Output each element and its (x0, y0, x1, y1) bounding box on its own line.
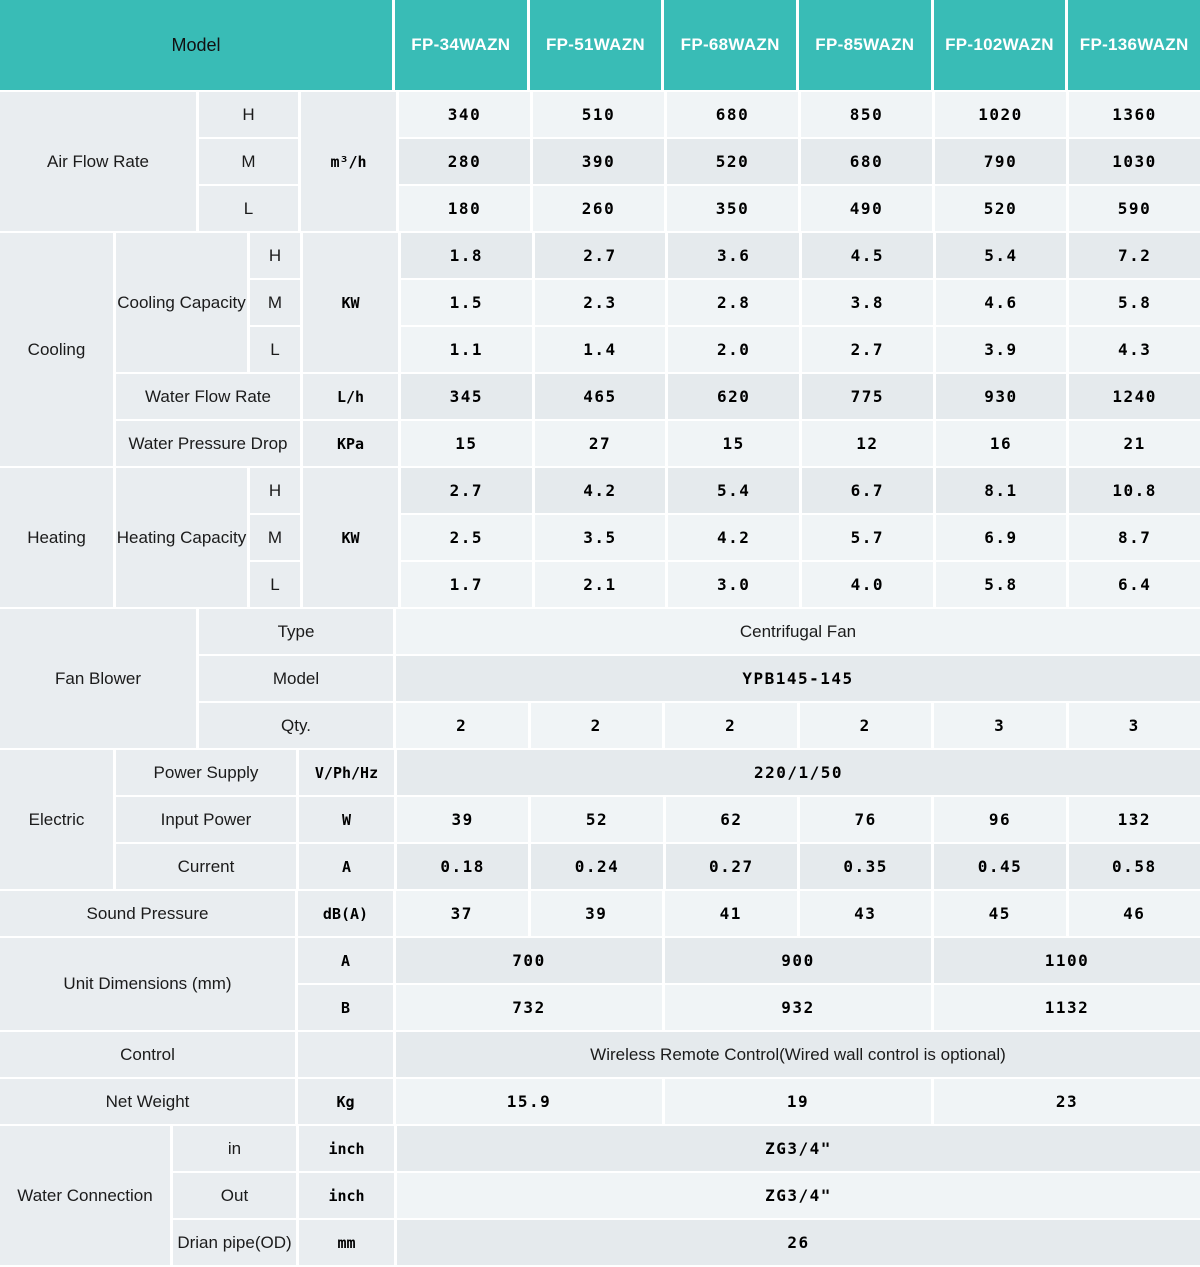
value-cell: 680 (667, 92, 798, 137)
current-label: Current (116, 844, 296, 889)
value-cell: 2.7 (401, 468, 532, 513)
section-electric (0, 750, 1200, 889)
value-cell: 1.8 (401, 233, 532, 278)
value-cell: 21 (1069, 421, 1200, 466)
unit-cell: KPa (303, 421, 398, 466)
model-header-cell: FP-68WAZN (664, 0, 796, 90)
value-cell: 8.1 (936, 468, 1067, 513)
value-cell: 490 (801, 186, 932, 231)
value-cell: 15 (401, 421, 532, 466)
model-header-cell: FP-51WAZN (530, 0, 662, 90)
value-cell: 1360 (1069, 92, 1200, 137)
value-cell: 280 (399, 139, 530, 184)
section-fan-blower (0, 609, 1200, 748)
value-cell: 15 (668, 421, 799, 466)
fan-type-value: Centrifugal Fan (396, 609, 1200, 654)
value-cell: 732 (396, 985, 662, 1030)
unit-cell: Kg (298, 1079, 393, 1124)
value-cell: 3 (934, 703, 1066, 748)
level-label-l: L (250, 562, 300, 607)
value-cell: 6.7 (802, 468, 933, 513)
unit-cell: KW (303, 233, 398, 372)
value-cell: 19 (665, 1079, 931, 1124)
value-cell: 15.9 (396, 1079, 662, 1124)
value-cell: 4.0 (802, 562, 933, 607)
section-label: Sound Pressure (0, 891, 295, 936)
value-cell: 0.35 (800, 844, 931, 889)
section-net-weight (0, 1079, 1200, 1124)
value-cell: 930 (936, 374, 1067, 419)
level-label-h: H (199, 92, 298, 137)
water-pressure-drop-label: Water Pressure Drop (116, 421, 300, 466)
section-label: Unit Dimensions (mm) (0, 938, 295, 1030)
value-cell: 0.58 (1069, 844, 1200, 889)
value-cell: 132 (1069, 797, 1200, 842)
cooling-capacity-label: Cooling Capacity (116, 233, 247, 372)
value-cell: 465 (535, 374, 666, 419)
value-cell: 350 (667, 186, 798, 231)
dim-b-label: B (298, 985, 393, 1030)
value-cell: 39 (531, 891, 663, 936)
input-power-label: Input Power (116, 797, 296, 842)
value-cell: 41 (665, 891, 797, 936)
fan-model-label: Model (199, 656, 393, 701)
value-cell: 680 (801, 139, 932, 184)
value-cell: 12 (802, 421, 933, 466)
power-supply-label: Power Supply (116, 750, 296, 795)
value-cell: 2.5 (401, 515, 532, 560)
section-control (0, 1032, 1200, 1077)
model-header-cell: FP-85WAZN (799, 0, 931, 90)
value-cell: 2.7 (802, 327, 933, 372)
value-cell: 4.5 (802, 233, 933, 278)
value-cell: 520 (667, 139, 798, 184)
level-label-m: M (250, 515, 300, 560)
level-label-m: M (199, 139, 298, 184)
unit-cell: KW (303, 468, 398, 607)
value-cell: 1.5 (401, 280, 532, 325)
unit-cell: V/Ph/Hz (299, 750, 394, 795)
section-label: Fan Blower (0, 609, 196, 748)
unit-cell: W (299, 797, 394, 842)
value-cell: 775 (802, 374, 933, 419)
value-cell: 900 (665, 938, 931, 983)
value-cell: 3.9 (936, 327, 1067, 372)
section-label: Net Weight (0, 1079, 295, 1124)
value-cell: 390 (533, 139, 664, 184)
fan-type-label: Type (199, 609, 393, 654)
section-cooling (0, 233, 1200, 466)
water-out-value: ZG3/4" (397, 1173, 1200, 1218)
water-flow-rate-label: Water Flow Rate (116, 374, 300, 419)
value-cell: 4.3 (1069, 327, 1200, 372)
value-cell: 2.0 (668, 327, 799, 372)
section-water-connection (0, 1126, 1200, 1265)
water-in-label: in (173, 1126, 296, 1171)
value-cell: 510 (533, 92, 664, 137)
section-label: Electric (0, 750, 113, 889)
unit-cell-empty (298, 1032, 393, 1077)
value-cell: 0.27 (666, 844, 797, 889)
level-label-h: H (250, 468, 300, 513)
value-cell: 1020 (935, 92, 1066, 137)
drain-pipe-label: Drian pipe(OD) (173, 1220, 296, 1265)
value-cell: 5.4 (936, 233, 1067, 278)
section-air-flow-rate (0, 92, 1200, 231)
value-cell: 39 (397, 797, 528, 842)
value-cell: 2.7 (535, 233, 666, 278)
control-value: Wireless Remote Control(Wired wall control is optional) (396, 1032, 1200, 1077)
value-cell: 16 (936, 421, 1067, 466)
value-cell: 2.1 (535, 562, 666, 607)
section-label: Water Connection (0, 1126, 170, 1265)
unit-cell: m³/h (301, 92, 396, 231)
model-header-cell: FP-136WAZN (1068, 0, 1200, 90)
value-cell: 4.2 (535, 468, 666, 513)
power-supply-value: 220/1/50 (397, 750, 1200, 795)
unit-cell: dB(A) (298, 891, 393, 936)
value-cell: 3 (1069, 703, 1200, 748)
value-cell: 5.8 (936, 562, 1067, 607)
value-cell: 96 (934, 797, 1065, 842)
value-cell: 520 (935, 186, 1066, 231)
value-cell: 2 (531, 703, 663, 748)
value-cell: 7.2 (1069, 233, 1200, 278)
value-cell: 6.4 (1069, 562, 1200, 607)
section-label: Air Flow Rate (0, 92, 196, 231)
unit-cell: inch (299, 1173, 394, 1218)
value-cell: 4.2 (668, 515, 799, 560)
section-label: Cooling (0, 233, 113, 466)
value-cell: 52 (531, 797, 662, 842)
value-cell: 2.3 (535, 280, 666, 325)
level-label-m: M (250, 280, 300, 325)
water-in-value: ZG3/4" (397, 1126, 1200, 1171)
value-cell: 180 (399, 186, 530, 231)
section-sound-pressure (0, 891, 1200, 936)
value-cell: 3.6 (668, 233, 799, 278)
value-cell: 62 (666, 797, 797, 842)
value-cell: 790 (935, 139, 1066, 184)
level-label-h: H (250, 233, 300, 278)
value-cell: 620 (668, 374, 799, 419)
section-label: Heating (0, 468, 113, 607)
value-cell: 590 (1069, 186, 1200, 231)
value-cell: 3.8 (802, 280, 933, 325)
value-cell: 3.5 (535, 515, 666, 560)
value-cell: 1132 (934, 985, 1200, 1030)
value-cell: 1.7 (401, 562, 532, 607)
section-heating (0, 468, 1200, 607)
value-cell: 1.1 (401, 327, 532, 372)
value-cell: 8.7 (1069, 515, 1200, 560)
value-cell: 0.24 (531, 844, 662, 889)
section-label: Control (0, 1032, 295, 1077)
value-cell: 45 (934, 891, 1066, 936)
fan-qty-label: Qty. (199, 703, 393, 748)
value-cell: 1030 (1069, 139, 1200, 184)
level-label-l: L (250, 327, 300, 372)
value-cell: 76 (800, 797, 931, 842)
value-cell: 2 (665, 703, 797, 748)
model-header-cell: FP-34WAZN (395, 0, 527, 90)
dim-a-label: A (298, 938, 393, 983)
value-cell: 1.4 (535, 327, 666, 372)
value-cell: 932 (665, 985, 931, 1030)
value-cell: 5.4 (668, 468, 799, 513)
value-cell: 10.8 (1069, 468, 1200, 513)
water-out-label: Out (173, 1173, 296, 1218)
model-header-label: Model (0, 0, 392, 90)
value-cell: 850 (801, 92, 932, 137)
heating-capacity-label: Heating Capacity (116, 468, 247, 607)
value-cell: 4.6 (936, 280, 1067, 325)
value-cell: 1240 (1069, 374, 1200, 419)
value-cell: 345 (401, 374, 532, 419)
value-cell: 5.8 (1069, 280, 1200, 325)
drain-pipe-value: 26 (397, 1220, 1200, 1265)
value-cell: 700 (396, 938, 662, 983)
value-cell: 6.9 (936, 515, 1067, 560)
value-cell: 37 (396, 891, 528, 936)
value-cell: 0.18 (397, 844, 528, 889)
value-cell: 260 (533, 186, 664, 231)
value-cell: 2.8 (668, 280, 799, 325)
value-cell: 46 (1069, 891, 1200, 936)
value-cell: 5.7 (802, 515, 933, 560)
value-cell: 2 (800, 703, 932, 748)
fan-model-value: YPB145-145 (396, 656, 1200, 701)
value-cell: 23 (934, 1079, 1200, 1124)
table-header-row (0, 0, 1200, 90)
value-cell: 43 (800, 891, 932, 936)
unit-cell: inch (299, 1126, 394, 1171)
value-cell: 27 (535, 421, 666, 466)
unit-cell: mm (299, 1220, 394, 1265)
unit-cell: A (299, 844, 394, 889)
value-cell: 1100 (934, 938, 1200, 983)
unit-cell: L/h (303, 374, 398, 419)
level-label-l: L (199, 186, 298, 231)
value-cell: 0.45 (934, 844, 1065, 889)
section-unit-dimensions (0, 938, 1200, 1030)
value-cell: 340 (399, 92, 530, 137)
value-cell: 3.0 (668, 562, 799, 607)
model-header-cell: FP-102WAZN (934, 0, 1066, 90)
value-cell: 2 (396, 703, 528, 748)
